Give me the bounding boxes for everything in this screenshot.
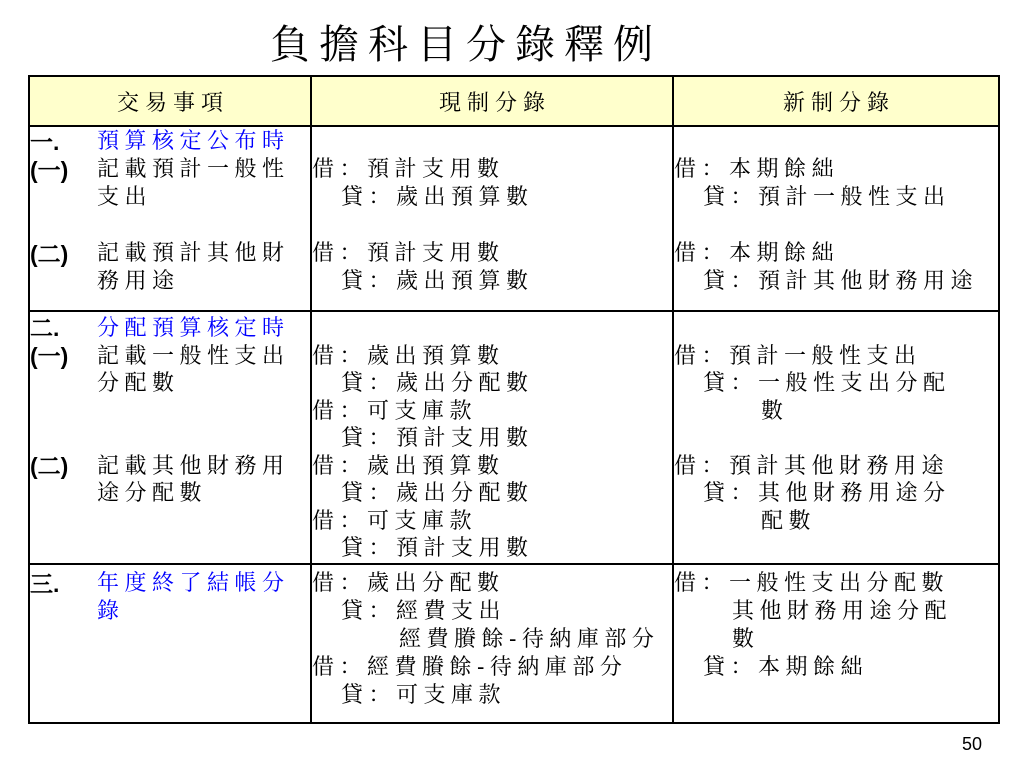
sub-item-label: (二) [30, 241, 69, 267]
description-line: 記載一般性支出 [97, 343, 290, 369]
transaction-heading-text: 錄 [97, 599, 125, 624]
transaction-heading [30, 570, 310, 626]
header-row [29, 76, 999, 126]
transaction-cell [29, 126, 311, 311]
heading-spacer [312, 315, 672, 343]
current-entry [312, 240, 672, 296]
transaction-heading-text: 年度終了結帳分 [97, 571, 290, 596]
credit-line: 貸：預計支用數 [341, 426, 534, 451]
new-entry [674, 453, 998, 563]
current-entry [312, 156, 672, 240]
sub-item-label: (二) [30, 452, 69, 479]
sub-item-description [97, 343, 290, 398]
table-row [29, 564, 999, 723]
description-line: 途分配數 [97, 481, 208, 506]
credit-line: 貸：歲出分配數 [341, 371, 534, 396]
header-transaction: 交易事項 [29, 76, 311, 126]
debit-line: 借：歲出預算數 [312, 453, 505, 479]
transaction-heading-lines [97, 315, 290, 343]
new-entry [674, 240, 998, 296]
transaction-heading-lines [97, 128, 290, 156]
sub-item-description [97, 453, 290, 508]
debit-line: 借：預計其他財務用途 [674, 453, 950, 479]
table-row [29, 311, 999, 564]
current-entry [312, 343, 672, 453]
credit-line: 貸：可支庫款 [341, 683, 507, 708]
debit-line: 借：本期餘絀 [674, 157, 840, 182]
heading-spacer [674, 315, 998, 343]
new-system-cell [673, 564, 999, 723]
credit-line: 貸：預計一般性支出 [703, 185, 951, 210]
new-entry [674, 343, 998, 453]
slide-title: 負擔科目分錄釋例 [270, 22, 662, 68]
sub-item-label: (一) [30, 157, 69, 183]
credit-line-continued: 配數 [761, 508, 817, 534]
current-entry [312, 570, 672, 710]
debit-line: 借：一般性支出分配數 [674, 571, 950, 596]
transaction-heading-text: 預算核定公布時 [97, 129, 290, 154]
heading-spacer [312, 128, 672, 156]
transaction-heading [30, 128, 310, 156]
credit-line: 貸：歲出預算數 [341, 269, 534, 294]
sub-item [30, 156, 310, 240]
transaction-heading-text: 分配預算核定時 [97, 316, 290, 341]
transaction-number: 二. [30, 315, 60, 341]
credit-line: 貸：歲出分配數 [341, 481, 534, 506]
description-line: 分配數 [97, 371, 180, 396]
debit-line: 借：經費賸餘-待納庫部分 [312, 655, 628, 680]
new-entry [674, 156, 998, 240]
description-line: 務用途 [97, 269, 180, 294]
credit-line: 貸：預計其他財務用途 [703, 269, 979, 294]
sub-item [30, 453, 310, 563]
sub-item-description [97, 156, 290, 212]
description-line: 記載其他財務用 [97, 453, 290, 479]
description-line: 記載預計一般性 [97, 157, 290, 182]
table-row [29, 126, 999, 311]
current-system-cell [311, 126, 673, 311]
debit-line: 借：預計支用數 [312, 241, 505, 266]
sub-item [30, 343, 310, 453]
header-new-system: 新制分錄 [673, 76, 999, 126]
current-system-cell [311, 564, 673, 723]
debit-line: 借：預計支用數 [312, 157, 505, 182]
new-system-cell [673, 311, 999, 564]
debit-line-continued: 數 [732, 627, 760, 652]
transaction-heading-lines [97, 570, 290, 626]
debit-line: 借：歲出分配數 [312, 571, 505, 596]
credit-line: 貸：預計支用數 [341, 536, 534, 561]
transaction-number: 三. [30, 571, 60, 597]
sub-item-label: (一) [30, 342, 69, 369]
credit-line: 貸：歲出預算數 [341, 185, 534, 210]
current-system-cell [311, 311, 673, 564]
transaction-heading [30, 315, 310, 343]
heading-spacer [674, 128, 998, 156]
page-number: 50 [962, 734, 983, 754]
credit-line: 經費賸餘-待納庫部分 [399, 627, 660, 652]
debit-line: 借：歲出預算數 [312, 343, 505, 369]
transaction-cell [29, 311, 311, 564]
credit-line: 貸：一般性支出分配 [703, 371, 951, 396]
new-entry [674, 570, 998, 682]
debit-line: 借：可支庫款 [312, 508, 478, 534]
credit-line: 貸：本期餘絀 [703, 655, 869, 680]
transaction-cell [29, 564, 311, 723]
sub-item [30, 240, 310, 296]
description-line: 記載預計其他財 [97, 241, 290, 266]
journal-entries-table [28, 75, 1000, 724]
current-entry [312, 453, 672, 563]
sub-item-description [97, 240, 290, 296]
debit-line: 其他財務用途分配 [732, 599, 953, 624]
header-current-system: 現制分錄 [311, 76, 673, 126]
description-line: 支出 [97, 185, 153, 210]
debit-line: 借：預計一般性支出 [674, 343, 922, 369]
credit-line: 貸：其他財務用途分 [703, 481, 951, 506]
transaction-number: 一. [30, 129, 60, 155]
credit-line-continued: 數 [761, 398, 789, 424]
new-system-cell [673, 126, 999, 311]
debit-line: 借：本期餘絀 [674, 241, 840, 266]
credit-line: 貸：經費支出 [341, 599, 507, 624]
debit-line: 借：可支庫款 [312, 398, 478, 424]
